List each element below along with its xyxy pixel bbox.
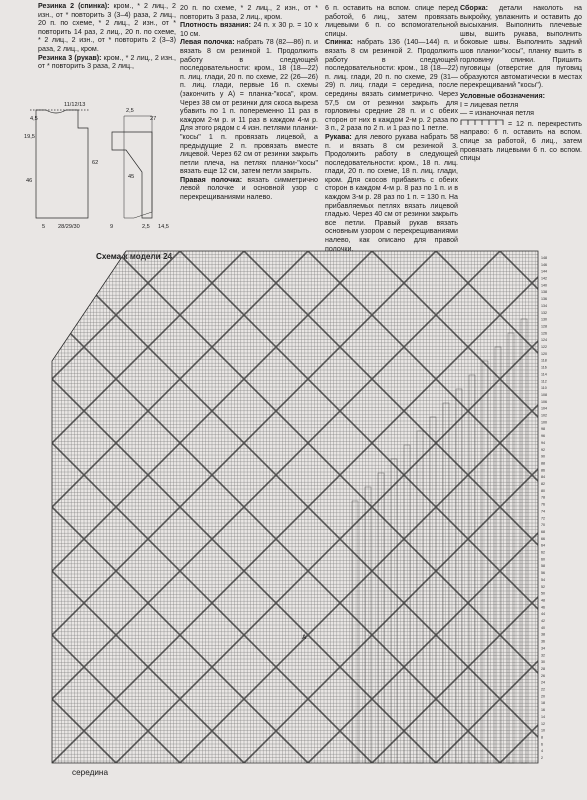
left-front-text: набрать 78 (82—86) п. и вязать 8 см резинкой 1. Продолжить работу в следующей последовательности: кром., 18 (18—22) п. лиц. глади, 20 п. по схеме, 22 (26—26) п. лиц. глади, первые 16 п. схемы (закончить у А) = планка-"коса", кром. Через 38 см от резинки для скоса выреза убавить по 1 п. попеременно 11 раз в каждом 2-м р. и 11 раз в каждом 4-м р. Для этого рядом с 4 изн. петлями планки-"косы" 1 п. провязать лицевой, а предыдущие 2 п. провязать вместе лицевой. Через 62 см от резинки закрыть петли плеча, на петлях планки-"косы" вязать еще 12 см, затем петли закрыть. bbox=[180, 38, 318, 176]
row-number: 84 bbox=[541, 475, 545, 480]
row-number: 88 bbox=[541, 461, 545, 466]
column-2 bbox=[180, 4, 318, 202]
label-sleeve-bottom-left: 2,5 bbox=[142, 224, 150, 230]
back-title: Спинка: bbox=[325, 38, 353, 47]
row-number: 50 bbox=[541, 591, 545, 596]
row-number: 18 bbox=[541, 701, 545, 706]
label-side-a: 5 bbox=[42, 224, 46, 230]
chart-marker-a: A bbox=[302, 635, 307, 641]
rib2-paragraph bbox=[38, 2, 176, 54]
row-number: 134 bbox=[541, 303, 547, 308]
row-number: 138 bbox=[541, 290, 547, 295]
column-1 bbox=[38, 2, 176, 71]
col3-intro: 6 п. оставить на вспом. спице перед работой, 6 лиц., затем провязать лицевыми 6 п. со вспомогательной спицы. bbox=[325, 4, 458, 38]
row-number: 124 bbox=[541, 338, 547, 343]
row-number: 12 bbox=[541, 721, 545, 726]
rib3-text: кром., * 2 лиц., 2 изн., от * повторить 3 раза, 2 лиц., bbox=[38, 53, 176, 71]
back-outline bbox=[36, 110, 88, 218]
row-number: 40 bbox=[541, 625, 545, 630]
row-number: 136 bbox=[541, 297, 547, 302]
col2-intro: 20 п. по схеме, * 2 лиц., 2 изн., от * повторить 3 раза, 2 лиц., кром. bbox=[180, 4, 318, 21]
column-4 bbox=[460, 4, 582, 163]
row-number: 4 bbox=[541, 749, 543, 754]
row-number: 70 bbox=[541, 523, 545, 528]
legend-cable-text: = 12 п. перекрестить направо: 6 п. оставить на вспом. спице за работой, 6 лиц., затем провязать лицевыми 6 п. со вспом. спицы bbox=[460, 119, 582, 163]
row-number: 122 bbox=[541, 345, 547, 350]
sleeves-text: для левого рукава набрать 58 п. и вязать 8 см резинкой 3. Продолжить работу в следующей последовательности: кром., 18 п. лиц. глади, 20 п. по схеме, 18 п. лиц. глади, кром. Для скосов прибавить с обеих сторон в каждом 4-м р. 8 раз по 1 п. и в каждом 3-м р. 28 раз по 1 п. = 130 п. На прибавляемых петлях вязать лицевой гладью. Через 40 см от резинки закрыть все петли. Правый рукав вязать основным узором с перекрещиваниями налево, как описано для правой полочки. bbox=[325, 132, 458, 253]
row-number: 44 bbox=[541, 612, 545, 617]
row-number: 80 bbox=[541, 488, 545, 493]
gauge-title: Плотность вязания: bbox=[180, 21, 251, 30]
row-number: 94 bbox=[541, 440, 545, 445]
label-sleeve-height: 45 bbox=[128, 174, 135, 180]
row-number: 52 bbox=[541, 584, 545, 589]
label-sleeve-top: 2,5 bbox=[126, 108, 134, 114]
rib2-text: кром., * 2 лиц., 2 изн., от * повторить 3 (3–4) раза, 2 лиц., 20 п. по схеме, * 2 лиц., 2 изн., от * повторить 14 раз, 2 лиц., 20 п. по схеме, * 2 лиц., 2 изн., от * повторить 2 (3–3) раза, 2 лиц., кром. bbox=[38, 2, 176, 53]
label-front-width: 9 bbox=[110, 224, 114, 230]
row-number: 10 bbox=[541, 728, 545, 733]
column-3 bbox=[325, 4, 458, 253]
row-number: 78 bbox=[541, 495, 545, 500]
row-number: 42 bbox=[541, 619, 545, 624]
row-number: 36 bbox=[541, 639, 545, 644]
gauge-paragraph bbox=[180, 21, 318, 38]
row-number: 68 bbox=[541, 529, 545, 534]
row-number: 48 bbox=[541, 598, 545, 603]
legend-purl: — = изнаночная петля bbox=[460, 109, 534, 118]
gauge-text: 24 п. х 30 р. = 10 х 10 см. bbox=[180, 21, 318, 38]
row-number: 62 bbox=[541, 550, 545, 555]
assembly-title: Сборка: bbox=[460, 4, 488, 12]
assembly-text: детали наколоть на выкройку, увлажнить и оставить до высыхания. Выполнить плечевые швы, вшить рукава, выполнить боковые швы. Выполнить задний шов планки-"косы", планку вшить в горловину спинки. Пришить пуговицы (отверстие для пуговиц образуются автоматически в местах перекрещиваний "косы"). bbox=[460, 4, 582, 90]
cable-symbol-icon bbox=[460, 118, 504, 126]
row-number: 14 bbox=[541, 714, 545, 719]
row-number: 148 bbox=[541, 256, 547, 260]
row-number: 118 bbox=[541, 358, 547, 363]
row-number: 16 bbox=[541, 708, 545, 713]
sleeves-paragraph bbox=[325, 133, 458, 253]
row-number: 24 bbox=[541, 680, 545, 685]
row-number: 116 bbox=[541, 365, 547, 370]
row-number: 82 bbox=[541, 482, 545, 487]
row-number: 56 bbox=[541, 571, 545, 576]
row-number: 74 bbox=[541, 509, 545, 514]
row-number: 22 bbox=[541, 687, 545, 692]
legend-paragraph bbox=[460, 92, 582, 163]
row-number: 66 bbox=[541, 536, 545, 541]
row-number: 146 bbox=[541, 262, 547, 267]
row-number: 64 bbox=[541, 543, 545, 548]
left-front-title: Левая полочка: bbox=[180, 38, 235, 47]
row-number: 140 bbox=[541, 283, 547, 288]
row-number: 76 bbox=[541, 502, 545, 507]
label-back-top: 11/12/13 bbox=[64, 102, 86, 108]
label-back-neck: 4,5 bbox=[30, 116, 38, 122]
row-number: 130 bbox=[541, 317, 547, 322]
row-number: 120 bbox=[541, 351, 547, 356]
row-number: 38 bbox=[541, 632, 545, 637]
row-number: 142 bbox=[541, 276, 547, 281]
row-number: 102 bbox=[541, 413, 547, 418]
back-text: набрать 136 (140—144) п. и вязать 8 см резинкой 2. Продолжить работу в следующей последовательности: кром., 18 (18—22) п. лиц. глади, 20 п. по схеме, 29 (31—29) п. лиц. глади = середина, после середины вязать симметрично. Через 57,5 см от резинки закрыть для горловины средние 28 п. и с обеих сторон от них в каждом 2-м р. 2 раза по 3 п., 2 раза по 2 п. и 1 раз по 1 петле. bbox=[325, 38, 458, 133]
right-front-paragraph bbox=[180, 176, 318, 202]
label-back-height: 46 bbox=[26, 178, 33, 184]
rib3-title: Резинка 3 (рукав): bbox=[38, 53, 102, 62]
row-number: 96 bbox=[541, 434, 545, 439]
row-number: 128 bbox=[541, 324, 547, 329]
row-number: 8 bbox=[541, 735, 543, 740]
left-front-paragraph bbox=[180, 38, 318, 176]
row-number: 114 bbox=[541, 372, 547, 377]
pattern-shapes bbox=[24, 92, 180, 237]
right-front-text: вязать симметрично левой полочке и основной узор с перекрещиваниями налево. bbox=[180, 175, 318, 202]
row-number: 54 bbox=[541, 577, 545, 582]
row-number: 2 bbox=[541, 756, 543, 760]
row-number: 98 bbox=[541, 427, 545, 432]
row-number: 32 bbox=[541, 653, 545, 658]
knitting-chart bbox=[46, 247, 578, 769]
rib3-paragraph bbox=[38, 54, 176, 71]
row-number: 112 bbox=[541, 379, 547, 384]
row-number: 72 bbox=[541, 516, 545, 521]
row-number: 108 bbox=[541, 392, 547, 397]
row-number: 34 bbox=[541, 646, 545, 651]
legend-title: Условные обозначения: bbox=[460, 91, 546, 100]
row-number: 60 bbox=[541, 557, 545, 562]
row-number: 106 bbox=[541, 399, 547, 404]
label-sleeve-bottom-right: 14,5 bbox=[158, 224, 169, 230]
row-number: 110 bbox=[541, 386, 547, 391]
row-number: 58 bbox=[541, 564, 545, 569]
row-number: 92 bbox=[541, 447, 545, 452]
row-number: 104 bbox=[541, 406, 547, 411]
back-paragraph bbox=[325, 38, 458, 133]
legend-knit: I = лицевая петля bbox=[460, 100, 519, 109]
chart-bottom-label: середина bbox=[72, 768, 108, 777]
row-number: 30 bbox=[541, 660, 545, 665]
label-back-width: 28/29/30 bbox=[58, 224, 80, 230]
right-front-title: Правая полочка: bbox=[180, 175, 243, 184]
row-number: 26 bbox=[541, 673, 545, 678]
legend-cable bbox=[460, 120, 582, 162]
row-number: 20 bbox=[541, 694, 545, 699]
row-number: 86 bbox=[541, 468, 545, 473]
row-number: 144 bbox=[541, 269, 547, 274]
row-number: 132 bbox=[541, 310, 547, 315]
row-number: 28 bbox=[541, 666, 545, 671]
chart-title: Схема к модели 24 bbox=[96, 252, 173, 261]
sleeves-title: Рукава: bbox=[325, 132, 352, 141]
label-back-armhole: 19,5 bbox=[24, 134, 35, 140]
rib2-title: Резинка 2 (спинка): bbox=[38, 2, 110, 10]
label-front-height: 62 bbox=[92, 160, 99, 166]
label-front-top: 27 bbox=[150, 116, 157, 122]
row-number: 90 bbox=[541, 454, 545, 459]
row-number: 126 bbox=[541, 331, 547, 336]
row-number: 6 bbox=[541, 742, 543, 747]
row-number: 100 bbox=[541, 420, 547, 425]
assembly-paragraph bbox=[460, 4, 582, 90]
row-number: 46 bbox=[541, 605, 545, 610]
